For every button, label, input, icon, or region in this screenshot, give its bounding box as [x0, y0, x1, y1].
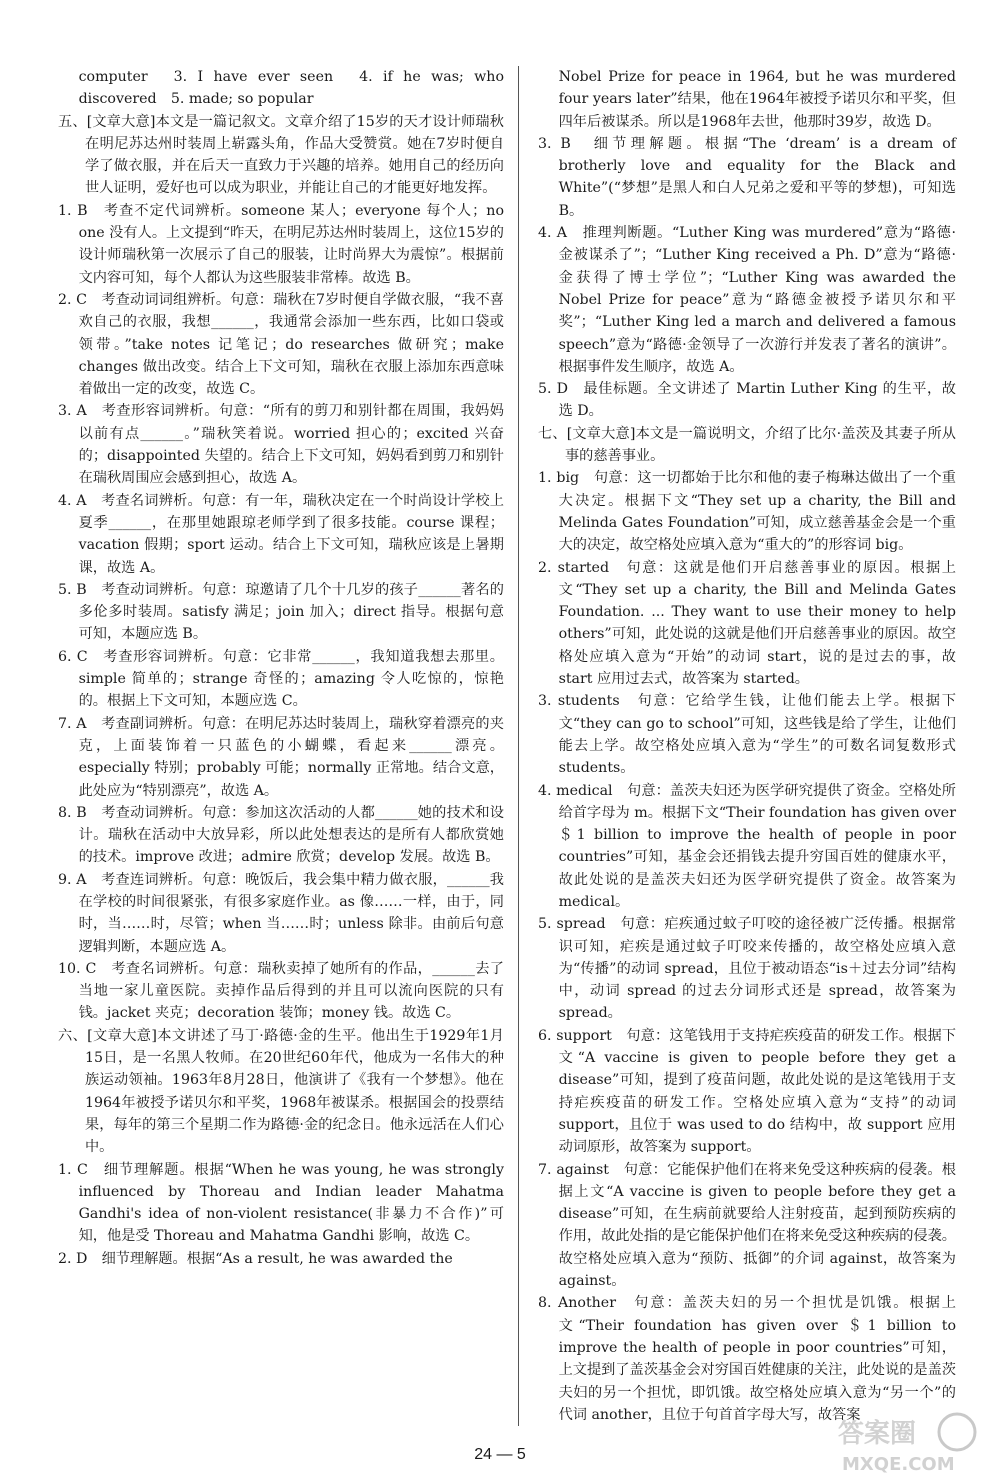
answer-item: 5. B 考查动词辨析。句意：琼邀请了几个十几岁的孩子______著名的多伦多时装周。satisfy 满足；join 加入；direct 指导。根据句意可知，本题应选 B。 [58, 581, 504, 643]
answer-item: 9. A 考查连词辨析。句意：晚饭后，我会集中精力做衣服，______我在学校的时间很紧张，有很多家庭作业。as 像……一样，由于，同时，当……时，尽管；when 当……时；unless 除非。由前后句意逻辑判断，本题应选 A。 [58, 871, 504, 955]
answer-item: 8. B 考查动词辨析。句意：参加这次活动的人都______她的技术和设计。瑞秋在活动中大放异彩，所以此处想表达的是所有人都欣赏她的技术。improve 改进；admire 欣赏；develop 发展。故选 B。 [58, 804, 504, 866]
left-column [58, 66, 504, 1270]
page-number: 24 — 5 [474, 1446, 526, 1463]
watermark-logo [832, 1408, 982, 1478]
svg-text:答案圈: 答案圈 [838, 1419, 917, 1449]
answer-item: 4. A 考查名词辨析。句意：有一年，瑞秋决定在一个时尚设计学校上夏季______，在那里她跟琼老师学到了很多技能。course 课程；vacation 假期；sport 运动。结合上下文可知，瑞秋应该是上暑期课，故选 A。 [58, 492, 504, 576]
section-summary: 七、[文章大意]本文是一篇说明文，介绍了比尔·盖茨及其妻子所从事的慈善事业。 [538, 425, 956, 465]
column-divider [518, 66, 519, 1426]
answer-item: 6. C 考查形容词辨析。句意：它非常______，我知道我想去那里。simple 简单的；strange 奇怪的；amazing 令人吃惊的，惊艳的。根据上下文可知，本题应选 C。 [58, 648, 504, 710]
answer-item: 4. A 推理判断题。“Luther King was murdered”意为“路德·金被谋杀了”；“Luther King received a Ph. D”意为“路德·金获得了博士学位”；“Luther King was awarded the Nobel Prize for peace”意为“路德金被授予诺贝尔和平奖”；“Luther King led a march and delivered a famous speech”意为“路德·金领导了一次游行并发表了著名的演讲”。根据事件发生顺序，故选 A。 [538, 225, 956, 375]
right-column [538, 66, 956, 1426]
answer-item: 1. B 考查不定代词辨析。someone 某人；everyone 每个人；no one 没有人。上文提到“昨天，在明尼苏达州时装周上，这位15岁的设计师瑞秋第一次展示了自己的服装，让时尚界大为震惊”。根据前文内容可知，每个人都认为这些服装非常棒。故选 B。 [58, 202, 504, 286]
answer-item: 5. D 最佳标题。全文讲述了 Martin Luther King 的生平，故选 D。 [538, 381, 956, 420]
answer-item: 2. started 句意：这就是他们开启慈善事业的原因。根据上文“They set up a charity, the Bill and Melinda Gates Foundation. ... They want to use their money to help others”可知，此处说的这就是他们开启慈善事业的原因。故空格处应填入意为“开始”的动词 start，说的是过去的事，故 start 应用过去式，故答案为 started。 [538, 559, 956, 688]
answer-item: 1. C 细节理解题。根据“When he was young, he was strongly influenced by Thoreau and Indian leader Mahatma Gandhi's idea of non-violent resistance(非暴力不合作)”可知，他是受 Thoreau and Mahatma Gandhi 影响，故选 C。 [58, 1161, 504, 1245]
answer-item: 7. A 考查副词辨析。句意：在明尼苏达时装周上，瑞秋穿着漂亮的夹克，上面装饰着一只蓝色的小蝴蝶，看起来______漂亮。especially 特别；probably 可能；normally 正常地。结合文意，此处应为“特别漂亮”，故选 A。 [58, 715, 504, 799]
answer-item: 4. medical 句意：盖茨夫妇还为医学研究提供了资金。空格处所给首字母为 m。根据下文“Their foundation has given over ＄1 billion to improve the health of people in poor countries”可知，基金会还捐钱去提升穷国百姓的健康水平，故此处说的是盖茨夫妇还为医学研究提供了资金。故答案为 medical。 [538, 782, 956, 910]
answer-item: 10. C 考查名词辨析。句意：瑞秋卖掉了她所有的作品，______去了当地一家儿童医院。卖掉作品后得到的并且可以流向医院的只有钱。jacket 夹克；decoration 装饰；money 钱。故选 C。 [58, 960, 504, 1022]
answer-item: 6. support 句意：这笔钱用于支持疟疾疫苗的研发工作。根据下文“A vaccine is given to people before they get a disease”可知，提到了疫苗问题，故此处说的是这笔钱用于支持疟疾疫苗的研发工作。空格处应填入意为“支持”的动词 support，且位于 was used to do 结构中，故 support 应用动词原形，故答案为 support。 [538, 1027, 956, 1156]
continued-text: computer 3. I have ever seen 4. if he was; who discovered 5. made; so popular [78, 69, 504, 108]
answer-item: 3. B 细节理解题。根据“The ‘dream’ is a dream of brotherly love and equality for the Black and White”(“梦想”是黑人和白人兄弟之爱和平等的梦想)，可知选 B。 [538, 135, 956, 219]
answer-item: 3. students 句意：它给学生钱，让他们能去上学。根据下文“they can go to school”可知，这些钱是给了学生，让他们能去上学。故空格处应填入意为“学生”的可数名词复数形式 students。 [538, 693, 956, 777]
answer-item: 8. Another 句意：盖茨夫妇的另一个担忧是饥饿。根据上文“Their foundation has given over ＄1 billion to improve the health of people in poor countries”可知，上文提到了盖茨基金会对穷国百姓健康的关注，此处说的是盖茨夫妇的另一个担忧，即饥饿。故空格处应填入意为“另一个”的代词 another，且位于句首首字母大写，故答案 [538, 1295, 956, 1423]
continued-text: Nobel Prize for peace in 1964, but he was murdered four years later”结果，他在1964年被授予诺贝尔和平奖，但四年后被谋杀。所以是1968年去世，他那时39岁，故选 D。 [558, 69, 956, 130]
answer-item: 2. D 细节理解题。根据“As a result, he was awarded the [58, 1250, 453, 1267]
answer-item: 7. against 句意：它能保护他们在将来免受这种疾病的侵袭。根据上文“A vaccine is given to people before they get a disease”可知，在生病前就要给人注射疫苗，起到预防疾病的作用，故此处指的是它能保护他们在将来免受这种疾病的侵袭。故空格处应填入意为“预防、抵御”的介词 against，故答案为 against。 [538, 1161, 956, 1290]
answer-item: 3. A 考查形容词辨析。句意：“所有的剪刀和别针都在周围，我妈妈以前有点______。”瑞秋笑着说。worried 担心的；excited 兴奋的；disappointed 失望的。结合上下文可知，妈妈看到剪刀和别针在瑞秋周围应会感到担心，故选 A。 [58, 403, 504, 487]
section-summary: 五、[文章大意]本文是一篇记叙文。文章介绍了15岁的天才设计师瑞秋在明尼苏达州时装周上崭露头角，作品大受赞赏。她在7岁时便自学了做衣服，并在后天一直致力于兴趣的培养。她用自己的经历向世人证明，爱好也可以成为职业，并能让自己的才能更好地发挥。 [58, 113, 504, 197]
section-summary: 六、[文章大意]本文讲述了马丁·路德·金的生平。他出生于1929年1月15日，是一名黑人牧师。在20世纪60年代，他成为一名伟大的种族运动领袖。1963年8月28日，他演讲了《我有一个梦想》。他在1964年被授予诺贝尔和平奖，1968年被谋杀。根据国会的投票结果，每年的第三个星期二作为路德·金的纪念日。他永远活在人们心中。 [58, 1027, 504, 1156]
svg-text:MXQE.COM: MXQE.COM [842, 1454, 955, 1475]
answer-item: 1. big 句意：这一切都始于比尔和他的妻子梅琳达做出了一个重大决定。根据下文“They set up a charity, the Bill and Melinda Gates Foundation”可知，成立慈善基金会是一个重大的决定，故空格处应填入意为“重大的”的形容词 big。 [538, 470, 956, 554]
answer-item: 5. spread 句意：疟疾通过蚊子叮咬的途径被广泛传播。根据常识可知，疟疾是通过蚊子叮咬来传播的，故空格处应填入意为“传播”的动词 spread，且位于被动语态“is＋过去分词”结构中，动词 spread 的过去分词形式还是 spread，故答案为 spread。 [538, 916, 956, 1022]
answer-item: 2. C 考查动词词组辨析。句意：瑞秋在7岁时便自学做衣服，“我不喜欢自己的衣服，我想______，我通常会添加一些东西，比如口袋或领带。”take notes 记笔记；do researches 做研究；make changes 做出改变。结合上下文可知，瑞秋在衣服上添加东西意味着做出一定的改变，故选 C。 [58, 291, 504, 398]
